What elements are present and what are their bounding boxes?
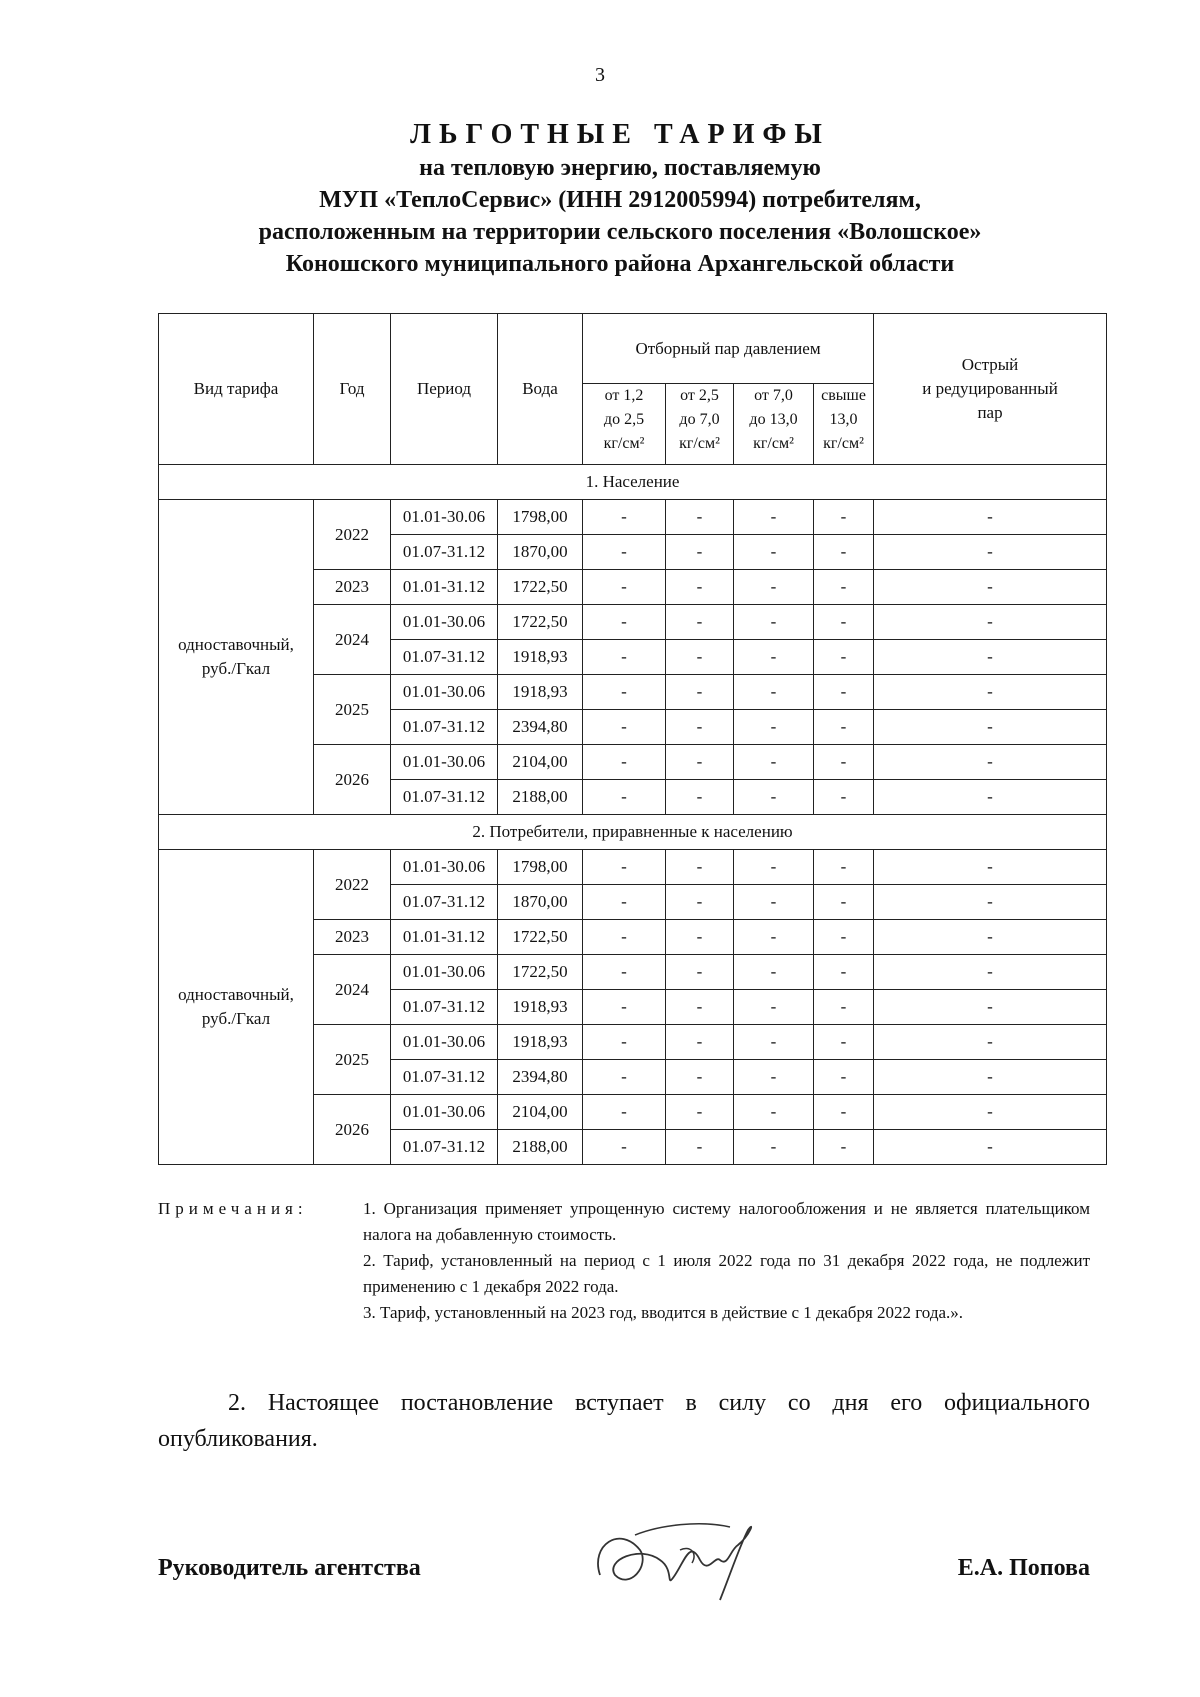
period-cell: 01.07-31.12 — [391, 710, 498, 745]
water-cell: 2188,00 — [498, 1130, 583, 1165]
s2-cell: - — [666, 1025, 734, 1060]
period-cell: 01.01-31.12 — [391, 920, 498, 955]
header-line: от 2,5 — [680, 387, 719, 404]
s3-cell: - — [734, 745, 814, 780]
s2-cell: - — [666, 745, 734, 780]
s4-cell: - — [814, 745, 874, 780]
s1-cell: - — [583, 990, 666, 1025]
section-title: 1. Население — [159, 465, 1107, 500]
tariff-table-body — [159, 465, 1107, 1165]
acute-cell: - — [874, 1095, 1107, 1130]
year-cell: 2025 — [314, 1025, 391, 1095]
water-cell: 1722,50 — [498, 570, 583, 605]
year-cell: 2025 — [314, 675, 391, 745]
period-cell: 01.07-31.12 — [391, 780, 498, 815]
acute-cell: - — [874, 990, 1107, 1025]
s4-cell: - — [814, 710, 874, 745]
header-line: от 7,0 — [754, 387, 793, 404]
acute-cell: - — [874, 640, 1107, 675]
s2-cell: - — [666, 605, 734, 640]
header-acute-line: пар — [977, 403, 1003, 422]
s2-cell: - — [666, 780, 734, 815]
s1-cell: - — [583, 675, 666, 710]
s4-cell: - — [814, 990, 874, 1025]
water-cell: 1722,50 — [498, 920, 583, 955]
header-year: Год — [314, 314, 391, 465]
year-cell: 2023 — [314, 920, 391, 955]
s1-cell: - — [583, 920, 666, 955]
header-steam-3 — [734, 384, 814, 465]
header-line: кг/см² — [679, 435, 720, 452]
header-steam-group: Отборный пар давлением — [583, 314, 874, 384]
water-cell: 1722,50 — [498, 605, 583, 640]
s4-cell: - — [814, 570, 874, 605]
period-cell: 01.01-30.06 — [391, 1095, 498, 1130]
year-cell: 2024 — [314, 955, 391, 1025]
s3-cell: - — [734, 1060, 814, 1095]
s3-cell: - — [734, 955, 814, 990]
period-cell: 01.07-31.12 — [391, 640, 498, 675]
section-row — [159, 465, 1107, 500]
s2-cell: - — [666, 1095, 734, 1130]
water-cell: 1722,50 — [498, 955, 583, 990]
s3-cell: - — [734, 780, 814, 815]
s3-cell: - — [734, 885, 814, 920]
s2-cell: - — [666, 885, 734, 920]
s2-cell: - — [666, 1130, 734, 1165]
s3-cell: - — [734, 535, 814, 570]
water-cell: 1870,00 — [498, 535, 583, 570]
header-steam-4 — [814, 384, 874, 465]
s3-cell: - — [734, 675, 814, 710]
s1-cell: - — [583, 1060, 666, 1095]
s1-cell: - — [583, 640, 666, 675]
water-cell: 2104,00 — [498, 1095, 583, 1130]
s1-cell: - — [583, 500, 666, 535]
s2-cell: - — [666, 955, 734, 990]
effective-date-clause: 2. Настоящее постановление вступает в силу со дня его официального опубликования. — [158, 1390, 1090, 1452]
title-line: Коношского муниципального района Архангельской области — [285, 251, 955, 277]
period-cell: 01.07-31.12 — [391, 990, 498, 1025]
s3-cell: - — [734, 570, 814, 605]
s3-cell: - — [734, 640, 814, 675]
s2-cell: - — [666, 570, 734, 605]
period-cell: 01.07-31.12 — [391, 1130, 498, 1165]
s3-cell: - — [734, 1130, 814, 1165]
s2-cell: - — [666, 990, 734, 1025]
section-row — [159, 815, 1107, 850]
s1-cell: - — [583, 955, 666, 990]
page-number: 3 — [595, 64, 605, 86]
title-main: ЛЬГОТНЫЕ ТАРИФЫ — [410, 119, 830, 150]
year-cell: 2023 — [314, 570, 391, 605]
s4-cell: - — [814, 675, 874, 710]
water-cell: 1798,00 — [498, 500, 583, 535]
header-line: кг/см² — [603, 435, 645, 452]
header-water: Вода — [498, 314, 583, 465]
acute-cell: - — [874, 1060, 1107, 1095]
s1-cell: - — [583, 745, 666, 780]
s4-cell: - — [814, 920, 874, 955]
tariff-type-line: одноставочный, — [178, 985, 294, 1004]
acute-cell: - — [874, 745, 1107, 780]
s1-cell: - — [583, 605, 666, 640]
s1-cell: - — [583, 1130, 666, 1165]
header-steam-2 — [666, 384, 734, 465]
s3-cell: - — [734, 1025, 814, 1060]
s3-cell: - — [734, 1095, 814, 1130]
handwritten-signature — [580, 1505, 770, 1615]
header-line: до 7,0 — [679, 411, 720, 428]
header-line: кг/см² — [753, 435, 794, 452]
s3-cell: - — [734, 500, 814, 535]
s2-cell: - — [666, 640, 734, 675]
s4-cell: - — [814, 850, 874, 885]
signatory-name: Е.А. Попова — [957, 1555, 1090, 1581]
water-cell: 1870,00 — [498, 885, 583, 920]
acute-cell: - — [874, 885, 1107, 920]
period-cell: 01.07-31.12 — [391, 885, 498, 920]
s4-cell: - — [814, 1060, 874, 1095]
header-line: свыше — [821, 387, 866, 404]
title-line: на тепловую энергию, поставляемую — [419, 155, 821, 181]
s2-cell: - — [666, 920, 734, 955]
s1-cell: - — [583, 710, 666, 745]
period-cell: 01.01-30.06 — [391, 850, 498, 885]
tariff-type-line: руб./Гкал — [201, 1009, 271, 1028]
s4-cell: - — [814, 955, 874, 990]
water-cell: 1918,93 — [498, 990, 583, 1025]
tariff-type-cell — [159, 850, 314, 1165]
section-title: 2. Потребители, приравненные к населению — [159, 815, 1107, 850]
s1-cell: - — [583, 1095, 666, 1130]
s4-cell: - — [814, 500, 874, 535]
table-row — [159, 500, 1107, 535]
period-cell: 01.01-31.12 — [391, 570, 498, 605]
s3-cell: - — [734, 710, 814, 745]
s1-cell: - — [583, 780, 666, 815]
acute-cell: - — [874, 955, 1107, 990]
year-cell: 2026 — [314, 745, 391, 815]
s4-cell: - — [814, 780, 874, 815]
water-cell: 1918,93 — [498, 1025, 583, 1060]
tariff-type-line: одноставочный, — [178, 635, 294, 654]
s1-cell: - — [583, 885, 666, 920]
period-cell: 01.07-31.12 — [391, 1060, 498, 1095]
s2-cell: - — [666, 710, 734, 745]
s4-cell: - — [814, 640, 874, 675]
note-item: 3. Тариф, установленный на 2023 год, вводится в действие с 1 декабря 2022 года.». — [363, 1303, 964, 1322]
s2-cell: - — [666, 500, 734, 535]
water-cell: 1918,93 — [498, 675, 583, 710]
water-cell: 1918,93 — [498, 640, 583, 675]
s2-cell: - — [666, 535, 734, 570]
water-cell: 2394,80 — [498, 1060, 583, 1095]
tariff-type-line: руб./Гкал — [201, 659, 271, 678]
s3-cell: - — [734, 920, 814, 955]
s4-cell: - — [814, 1025, 874, 1060]
acute-cell: - — [874, 500, 1107, 535]
s3-cell: - — [734, 605, 814, 640]
s4-cell: - — [814, 1095, 874, 1130]
s4-cell: - — [814, 885, 874, 920]
s4-cell: - — [814, 605, 874, 640]
header-acute-line: и редуцированный — [922, 379, 1058, 398]
notes-label: Примечания: — [158, 1199, 308, 1218]
tariff-type-cell — [159, 500, 314, 815]
acute-cell: - — [874, 1130, 1107, 1165]
header-steam-1 — [583, 384, 666, 465]
water-cell: 1798,00 — [498, 850, 583, 885]
signatory-position: Руководитель агентства — [158, 1555, 421, 1581]
notes — [158, 1196, 1090, 1326]
year-cell: 2024 — [314, 605, 391, 675]
water-cell: 2394,80 — [498, 710, 583, 745]
acute-cell: - — [874, 1025, 1107, 1060]
period-cell: 01.07-31.12 — [391, 535, 498, 570]
acute-cell: - — [874, 570, 1107, 605]
header-tariff-type: Вид тарифа — [159, 314, 314, 465]
note-item: 1. Организация применяет упрощенную систему налогообложения и не является плательщиком налога на добавленную стоимость. — [363, 1199, 1090, 1244]
year-cell: 2022 — [314, 500, 391, 570]
s4-cell: - — [814, 1130, 874, 1165]
header-line: 13,0 — [829, 411, 858, 428]
title-line: МУП «ТеплоСервис» (ИНН 2912005994) потребителям, — [319, 187, 921, 213]
period-cell: 01.01-30.06 — [391, 500, 498, 535]
period-cell: 01.01-30.06 — [391, 745, 498, 780]
s3-cell: - — [734, 990, 814, 1025]
water-cell: 2188,00 — [498, 780, 583, 815]
s3-cell: - — [734, 850, 814, 885]
header-line: до 13,0 — [749, 411, 798, 428]
acute-cell: - — [874, 920, 1107, 955]
water-cell: 2104,00 — [498, 745, 583, 780]
period-cell: 01.01-30.06 — [391, 675, 498, 710]
header-line: до 2,5 — [603, 411, 645, 428]
s2-cell: - — [666, 850, 734, 885]
acute-cell: - — [874, 605, 1107, 640]
acute-cell: - — [874, 710, 1107, 745]
period-cell: 01.01-30.06 — [391, 1025, 498, 1060]
period-cell: 01.01-30.06 — [391, 955, 498, 990]
period-cell: 01.01-30.06 — [391, 605, 498, 640]
s1-cell: - — [583, 1025, 666, 1060]
s4-cell: - — [814, 535, 874, 570]
header-line: кг/см² — [823, 435, 864, 452]
notes-body — [363, 1196, 1090, 1326]
header-acute-steam — [874, 314, 1107, 465]
tariff-table — [158, 313, 1107, 1165]
year-cell: 2026 — [314, 1095, 391, 1165]
header-period: Период — [391, 314, 498, 465]
document-title — [120, 118, 1120, 280]
acute-cell: - — [874, 535, 1107, 570]
s1-cell: - — [583, 535, 666, 570]
s2-cell: - — [666, 1060, 734, 1095]
title-line: расположенным на территории сельского поселения «Волошское» — [258, 219, 982, 245]
acute-cell: - — [874, 850, 1107, 885]
year-cell: 2022 — [314, 850, 391, 920]
header-acute-line: Острый — [961, 355, 1019, 374]
header-line: от 1,2 — [604, 387, 644, 404]
s1-cell: - — [583, 570, 666, 605]
acute-cell: - — [874, 780, 1107, 815]
acute-cell: - — [874, 675, 1107, 710]
s2-cell: - — [666, 675, 734, 710]
s1-cell: - — [583, 850, 666, 885]
table-row — [159, 850, 1107, 885]
note-item: 2. Тариф, установленный на период с 1 июля 2022 года по 31 декабря 2022 года, не подлежит применению с 1 декабря 2022 года. — [363, 1251, 1090, 1296]
